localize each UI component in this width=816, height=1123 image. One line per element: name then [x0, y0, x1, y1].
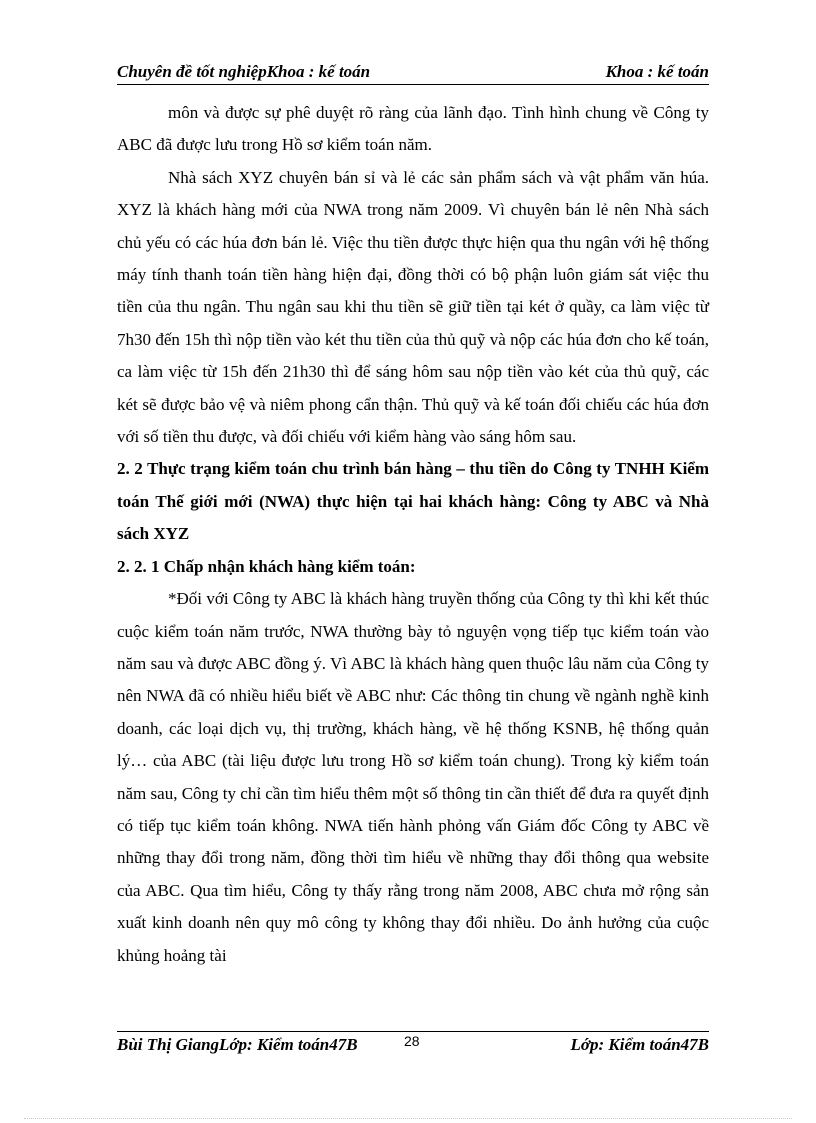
- subsection-heading: 2. 2. 1 Chấp nhận khách hàng kiểm toán:: [117, 556, 416, 576]
- page-body: [117, 97, 709, 972]
- paragraph-2: Nhà sách XYZ chuyên bán sỉ và lẻ các sản phẩm sách và vật phẩm văn húa. XYZ là khách hàng mới của NWA trong năm 2009. Vì chuyên bán lẻ nên Nhà sách chủ yếu có các húa đơn bán lẻ. Việc thu tiền được thực hiện qua thu ngân với hệ thống máy tính thanh toán tiền hàng hiện đại, đồng thời có bộ phận luôn giám sát việc thu tiền của thu ngân. Thu ngân sau khi thu tiền sẽ giữ tiền tại két ở quầy, ca làm việc từ 7h30 đến 15h thì nộp tiền vào két thu tiền của thủ quỹ và nộp các húa đơn cho kế toán, ca làm việc từ 15h đến 21h30 thì để sáng hôm sau nộp tiền vào két của thủ quỹ, các két sẽ được bảo vệ và niêm phong cẩn thận. Thủ quỹ và kế toán đối chiếu các húa đơn với số tiền thu được, và đối chiếu với kiểm hàng vào sáng hôm sau.: [117, 167, 709, 447]
- header-right-title: Khoa : kế toán: [605, 62, 709, 81]
- footer-author: Bùi Thị GiangLớp: Kiểm toán47B: [117, 1035, 358, 1054]
- page-edge-divider: [24, 1118, 792, 1119]
- page-header: [117, 60, 709, 86]
- footer-class: Lớp: Kiểm toán47B: [570, 1035, 709, 1054]
- paragraph-3: *Đối với Công ty ABC là khách hàng truyền thống của Công ty thì khi kết thúc cuộc kiểm toán năm trước, NWA thường bày tỏ nguyện vọng tiếp tục kiểm toán vào năm sau và được ABC đồng ý. Vì ABC là khách hàng quen thuộc lâu năm của Công ty nên NWA đã có nhiều hiểu biết về ABC như: Các thông tin chung về ngành nghề kinh doanh, các loại dịch vụ, thị trường, khách hàng, về hệ thống KSNB, hệ thống quản lý… của ABC (tài liệu được lưu trong Hồ sơ kiểm toán chung). Trong kỳ kiểm toán năm sau, Công ty chỉ cần tìm hiểu thêm một số thông tin cần thiết để đưa ra quyết định có tiếp tục kiểm toán không. NWA tiến hành phỏng vấn Giám đốc Công ty ABC về những thay đổi trong năm, đồng thời tìm hiểu về những thay đổi thông qua website của ABC. Qua tìm hiểu, Công ty thấy rằng trong năm 2008, ABC chưa mở rộng sản xuất kinh doanh nên quy mô công ty không thay đổi nhiều. Do ảnh hưởng của cuộc khủng hoảng tài: [117, 589, 709, 965]
- paragraph-1: môn và được sự phê duyệt rõ ràng của lãnh đạo. Tình hình chung về Công ty ABC đã được lưu trong Hồ sơ kiểm toán năm.: [117, 103, 709, 155]
- section-heading: 2. 2 Thực trạng kiểm toán chu trình bán hàng – thu tiền do Công ty TNHH Kiểm toán Thế giới mới (NWA) thực hiện tại hai khách hàng: Công ty ABC và Nhà sách XYZ: [117, 459, 709, 544]
- page-footer: [117, 1035, 709, 1059]
- page-number: 28: [404, 1033, 420, 1049]
- header-divider: [117, 84, 709, 85]
- header-left-title: Chuyên đề tốt nghiệpKhoa : kế toán: [117, 62, 371, 81]
- footer-divider: [117, 1031, 709, 1032]
